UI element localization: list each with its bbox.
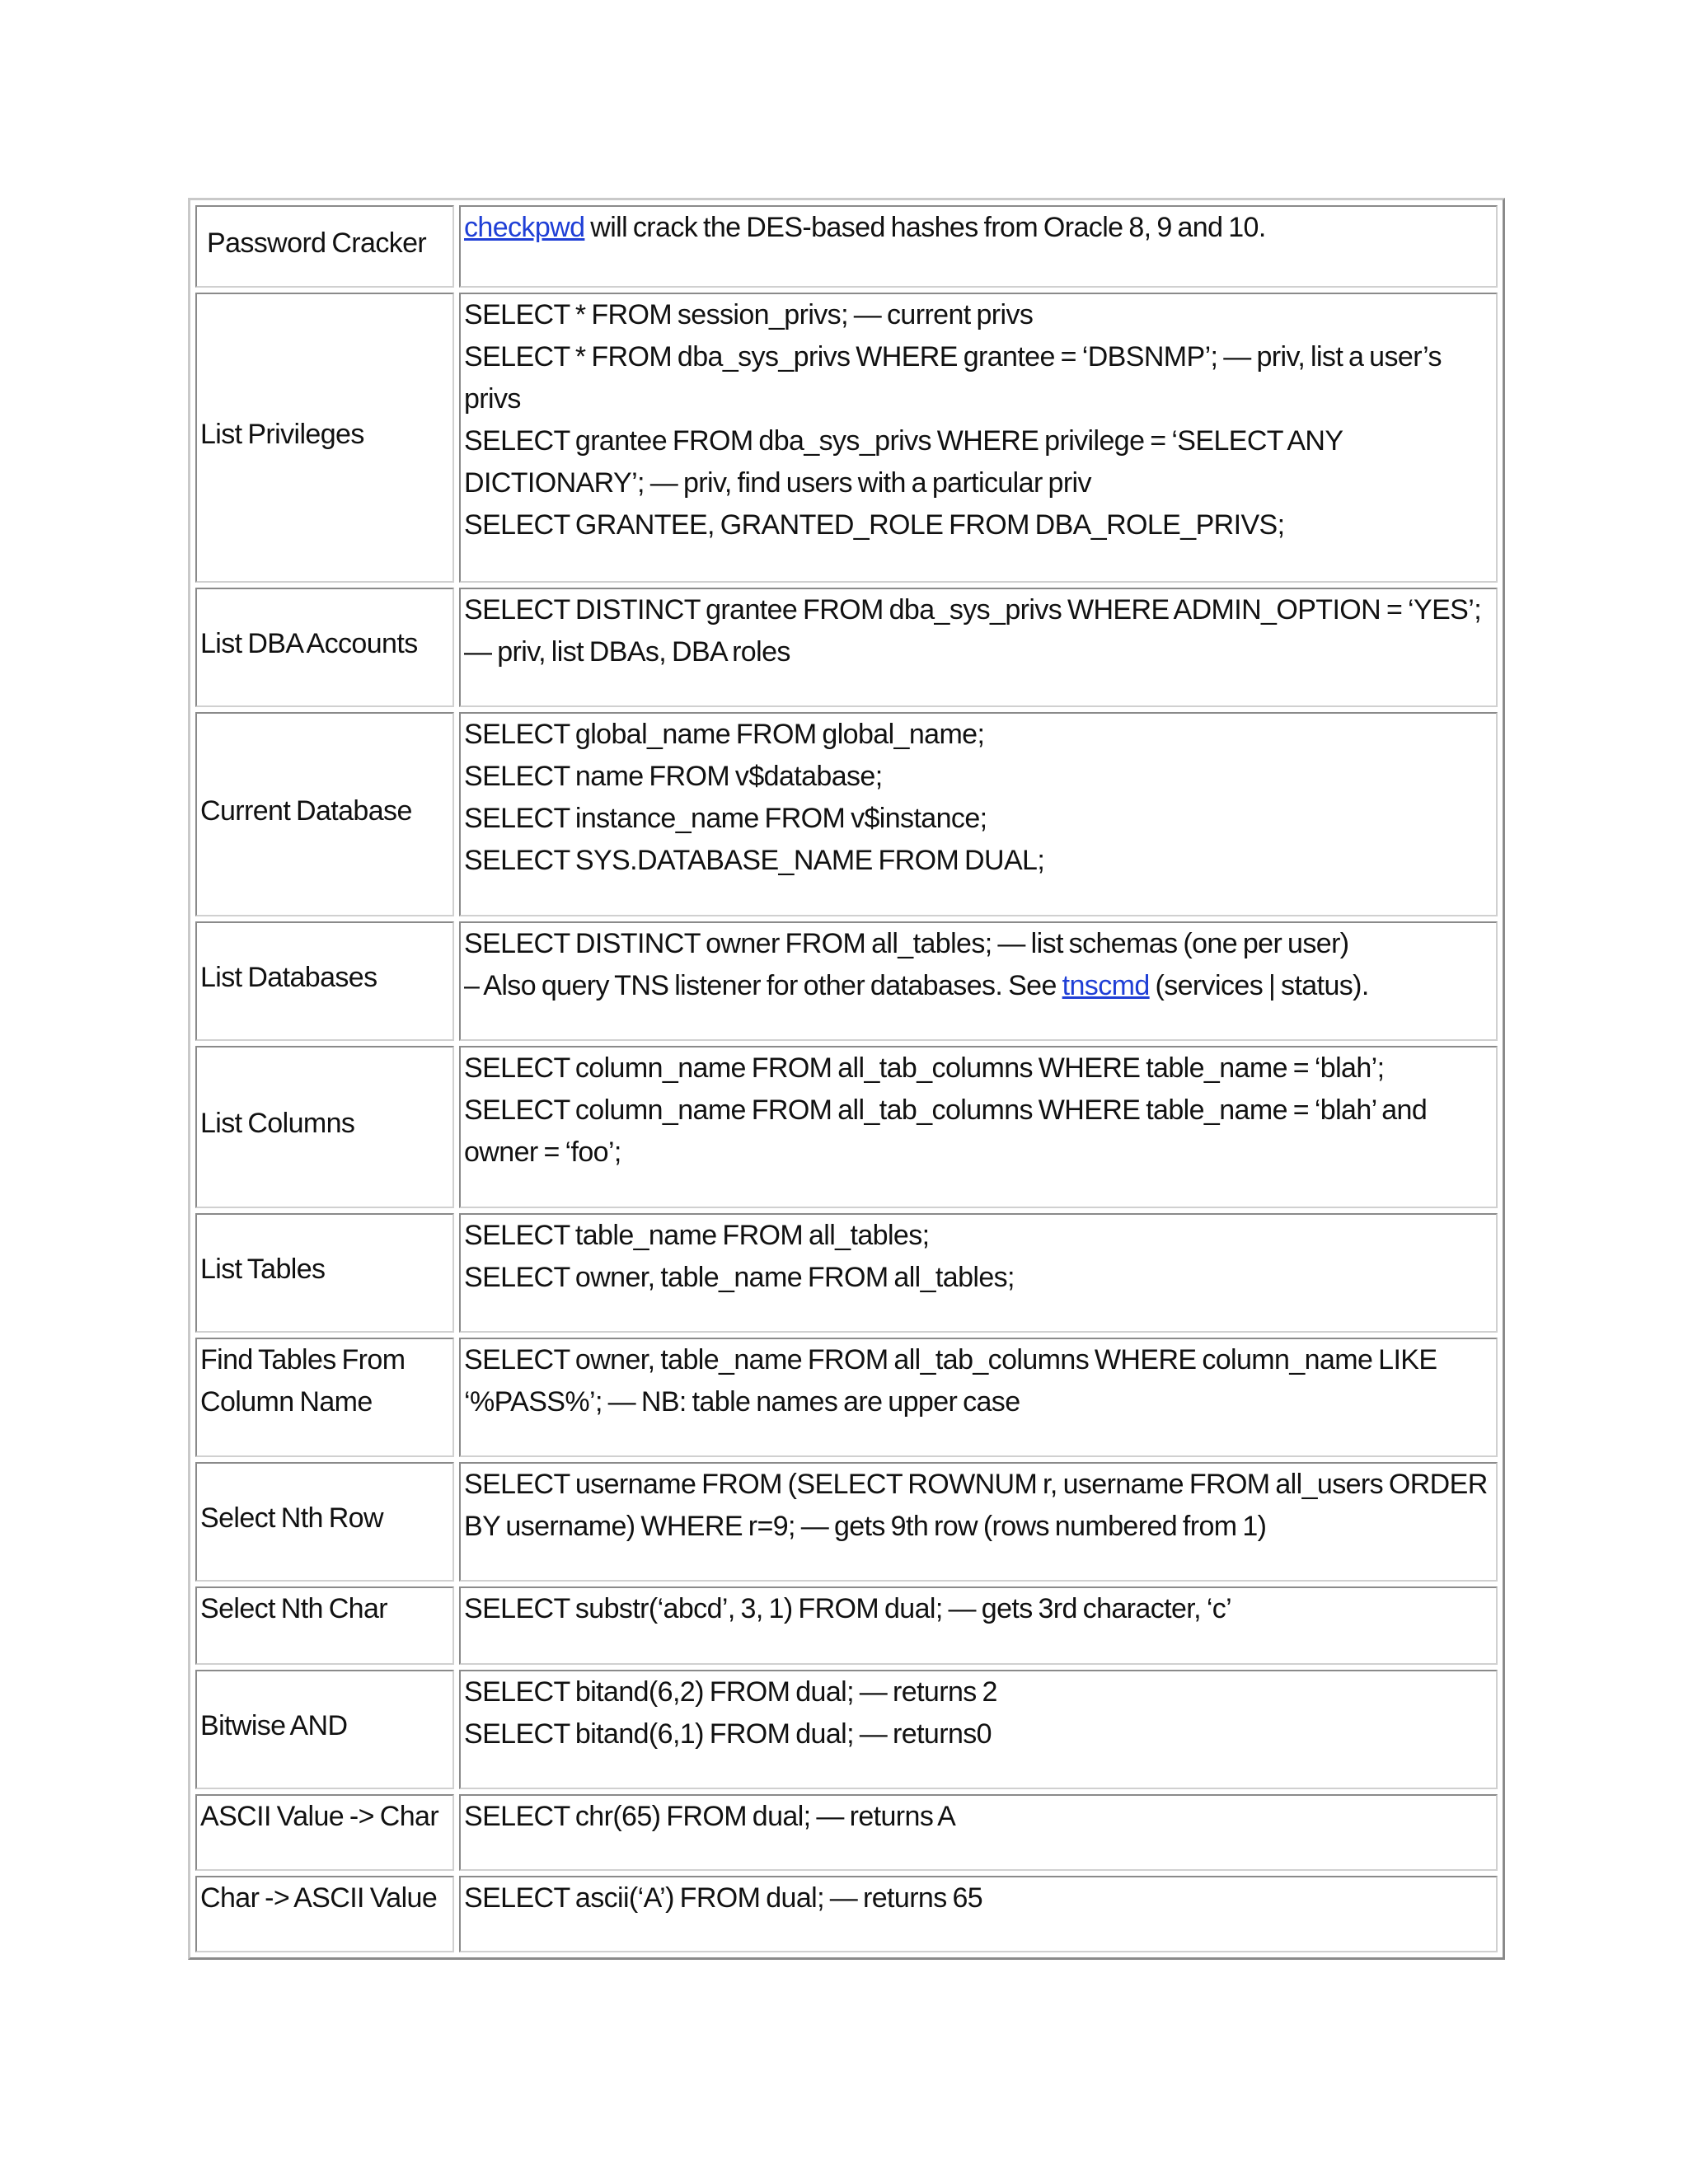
row-value [459, 1213, 1498, 1333]
table-row [195, 205, 1498, 288]
value-line: SELECT column_name FROM all_tab_columns WHERE table_name = ‘blah’; [464, 1052, 1385, 1084]
row-value [459, 1462, 1498, 1582]
value-line [464, 207, 1493, 249]
value-line: SELECT ascii(‘A’) FROM dual; — returns 65 [464, 1882, 983, 1914]
value-line: SELECT chr(65) FROM dual; — returns A [464, 1801, 956, 1832]
value-line: SELECT owner, table_name FROM all_tables; [464, 1262, 1015, 1293]
table-row [195, 588, 1498, 707]
table-row [195, 921, 1498, 1041]
table-row [195, 1338, 1498, 1457]
value-line: SELECT bitand(6,1) FROM dual; — returns0 [464, 1718, 992, 1750]
row-label: List Tables [195, 1213, 454, 1333]
row-label: Password Cracker [195, 205, 454, 288]
row-value [459, 1876, 1498, 1952]
table-row [195, 1462, 1498, 1582]
row-label: ASCII Value -> Char [195, 1794, 454, 1871]
value-line: SELECT GRANTEE, GRANTED_ROLE FROM DBA_ROLE_PRIVS; [464, 509, 1285, 541]
table-row [195, 1670, 1498, 1789]
value-line: SELECT SYS.DATABASE_NAME FROM DUAL; [464, 845, 1045, 876]
row-label: Bitwise AND [195, 1670, 454, 1789]
table-row [195, 1586, 1498, 1665]
value-line: SELECT DISTINCT owner FROM all_tables; — list schemas (one per user) [464, 928, 1349, 959]
value-line: SELECT instance_name FROM v$instance; [464, 803, 987, 834]
row-value [459, 205, 1498, 288]
row-label: Select Nth Row [195, 1462, 454, 1582]
value-line: SELECT substr(‘abcd’, 3, 1) FROM dual; — gets 3rd character, ‘c’ [464, 1593, 1232, 1624]
row-label: List DBA Accounts [195, 588, 454, 707]
row-value [459, 588, 1498, 707]
oracle-sql-cheat-table [188, 198, 1505, 1960]
row-label: Current Database [195, 712, 454, 916]
table-row [195, 1213, 1498, 1333]
row-value [459, 1338, 1498, 1457]
row-label: Char -> ASCII Value [195, 1876, 454, 1952]
table-row [195, 1046, 1498, 1208]
value-line: SELECT * FROM session_privs; — current privs [464, 299, 1034, 330]
value-line: SELECT column_name FROM all_tab_columns WHERE table_name = ‘blah’ and owner = ‘foo’; [464, 1094, 1428, 1168]
value-line: SELECT table_name FROM all_tables; [464, 1220, 930, 1251]
row-label: Select Nth Char [195, 1586, 454, 1665]
row-label: List Privileges [195, 293, 454, 583]
row-value [459, 1046, 1498, 1208]
row-value [459, 293, 1498, 583]
value-text: will crack the DES-based hashes from Oracle 8, 9 and 10. [584, 212, 1266, 243]
row-value [459, 1586, 1498, 1665]
row-value [459, 712, 1498, 916]
value-line: SELECT owner, table_name FROM all_tab_columns WHERE column_name LIKE ‘%PASS%’; — NB: table names are upper case [464, 1344, 1437, 1418]
checkpwd-link[interactable]: checkpwd [464, 212, 585, 243]
value-line: SELECT global_name FROM global_name; [464, 719, 985, 750]
row-label: Find Tables From Column Name [195, 1338, 454, 1457]
table-row [195, 712, 1498, 916]
value-line: SELECT DISTINCT grantee FROM dba_sys_privs WHERE ADMIN_OPTION = ‘YES’; — priv, list DBAs, DBA roles [464, 594, 1482, 668]
table-row [195, 293, 1498, 583]
row-label: List Columns [195, 1046, 454, 1208]
value-line: SELECT bitand(6,2) FROM dual; — returns 2 [464, 1676, 997, 1708]
value-text: (services | status). [1149, 970, 1369, 1001]
value-line: SELECT username FROM (SELECT ROWNUM r, username FROM all_users ORDER BY username) WHERE r=9; — gets 9th row (rows numbered from 1) [464, 1469, 1488, 1542]
table-row [195, 1876, 1498, 1952]
value-line: SELECT * FROM dba_sys_privs WHERE grantee = ‘DBSNMP’; — priv, list a user’s privs [464, 341, 1442, 415]
value-line: SELECT name FROM v$database; [464, 761, 883, 792]
value-text: – Also query TNS listener for other databases. See [464, 970, 1062, 1001]
row-value [459, 1794, 1498, 1871]
value-line: SELECT grantee FROM dba_sys_privs WHERE privilege = ‘SELECT ANY DICTIONARY’; — priv, find users with a particular priv [464, 425, 1343, 499]
row-label: List Databases [195, 921, 454, 1041]
table-row [195, 1794, 1498, 1871]
row-value [459, 1670, 1498, 1789]
row-value [459, 921, 1498, 1041]
tnscmd-link[interactable]: tnscmd [1062, 970, 1150, 1001]
value-line [464, 965, 1493, 1007]
